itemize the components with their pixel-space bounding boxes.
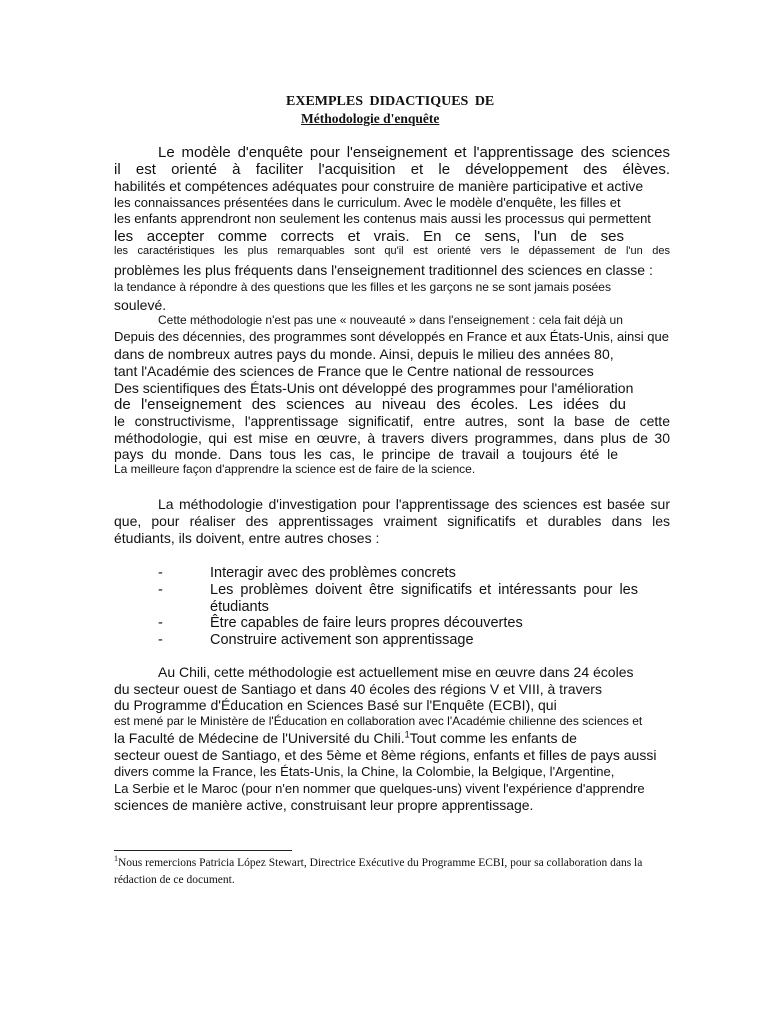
bullet-dash: - (158, 582, 163, 598)
list-item-text: Être capables de faire leurs propres découvertes (210, 615, 523, 631)
bullet-dash: - (158, 565, 163, 581)
text-line: problèmes les plus fréquents dans l'enseignement traditionnel des sciences en classe : (114, 262, 653, 278)
subtitle-text: Méthodologie d'enquête (301, 111, 440, 126)
text-line: du secteur ouest de Santiago et dans 40 écoles des régions V et VIII, à travers (114, 681, 602, 697)
text-line: divers comme la France, les États-Unis, la Chine, la Colombie, la Belgique, l'Argentine, (114, 764, 615, 779)
text-line: Depuis des décennies, des programmes sont développés en France et aux États-Unis, ainsi que (114, 329, 669, 344)
text-line: le constructivisme, l'apprentissage significatif, entre autres, sont la base de cette (114, 413, 670, 429)
text-line: soulevé. (114, 297, 167, 313)
text-line: les accepter comme corrects et vrais. En ce sens, l'un de ses (114, 228, 624, 245)
text-line: étudiants, ils doivent, entre autres choses : (114, 530, 380, 546)
footnote-line: rédaction de ce document. (114, 874, 235, 886)
text-line (114, 731, 670, 745)
text-line: est mené par le Ministère de l'Éducation en collaboration avec l'Académie chilienne des sciences et (114, 714, 643, 728)
text-line: de l'enseignement des sciences au niveau des écoles. Les idées du (114, 396, 626, 413)
bullet-dash: - (158, 632, 163, 648)
footnote-line: Nous remercions Patricia López Stewart, Directrice Exécutive du Programme ECBI, pour sa collaboration dans la (118, 857, 643, 869)
footnote-separator (114, 850, 292, 851)
document-title: EXEMPLES DIDACTIQUES DE (286, 94, 495, 109)
text-segment: la Faculté de Médecine de l'Université du Chili. (114, 730, 405, 746)
text-line: dans de nombreux autres pays du monde. Ainsi, depuis le milieu des années 80, (114, 346, 614, 362)
text-line: Le modèle d'enquête pour l'enseignement et l'apprentissage des sciences (158, 144, 670, 161)
text-segment: Tout comme les enfants de (409, 730, 577, 746)
footnote (114, 855, 672, 889)
text-line: Cette méthodologie n'est pas une « nouveauté » dans l'enseignement : cela fait déjà un (158, 313, 623, 327)
text-line: La méthodologie d'investigation pour l'apprentissage des sciences est basée sur (158, 496, 670, 512)
text-line: pays du monde. Dans tous les cas, le principe de travail a toujours été le (114, 446, 618, 462)
text-line: secteur ouest de Santiago, et des 5ème et 8ème régions, enfants et filles de pays aussi (114, 747, 657, 763)
text-line: La Serbie et le Maroc (pour n'en nommer que quelques-uns) vivent l'expérience d'apprendre (114, 781, 645, 796)
text-line: il est orienté à faciliter l'acquisition et le développement des élèves. (114, 161, 670, 178)
text-line: Au Chili, cette méthodologie est actuellement mise en œuvre dans 24 écoles (158, 664, 634, 680)
footnote-reference: 1 (404, 729, 410, 740)
text-line: les connaissances présentées dans le curriculum. Avec le modèle d'enquête, les filles et (114, 195, 621, 210)
footnote-number: 1 (114, 854, 118, 864)
text-line: habilités et compétences adéquates pour construire de manière participative et active (114, 178, 644, 194)
text-line: tant l'Académie des sciences de France que le Centre national de ressources (114, 363, 594, 379)
text-line: que, pour réaliser des apprentissages vraiment significatifs et durables dans les (114, 513, 670, 529)
document-subtitle (0, 111, 768, 127)
list-item-text: Les problèmes doivent être significatifs et intéressants pour les étudiants (210, 582, 638, 615)
text-line: Des scientifiques des États-Unis ont développé des programmes pour l'amélioration (114, 380, 634, 396)
text-line: la tendance à répondre à des questions que les filles et les garçons ne se sont jamais posées (114, 280, 611, 294)
text-line: du Programme d'Éducation en Sciences Basé sur l'Enquête (ECBI), qui (114, 697, 557, 713)
text-line: méthodologie, qui est mise en œuvre, à travers divers programmes, dans plus de 30 (114, 430, 670, 446)
text-line: les caractéristiques les plus remarquables sont qu'il est orienté vers le dépassement de l'un des (114, 245, 670, 257)
text-line: sciences de manière active, construisant leur propre apprentissage. (114, 797, 534, 813)
list-item-text: Construire activement son apprentissage (210, 632, 474, 648)
text-line: les enfants apprendront non seulement les contenus mais aussi les processus qui permettent (114, 211, 651, 226)
list-item-text: Interagir avec des problèmes concrets (210, 565, 456, 581)
text-line: La meilleure façon d'apprendre la science est de faire de la science. (114, 462, 476, 476)
bullet-dash: - (158, 615, 163, 631)
